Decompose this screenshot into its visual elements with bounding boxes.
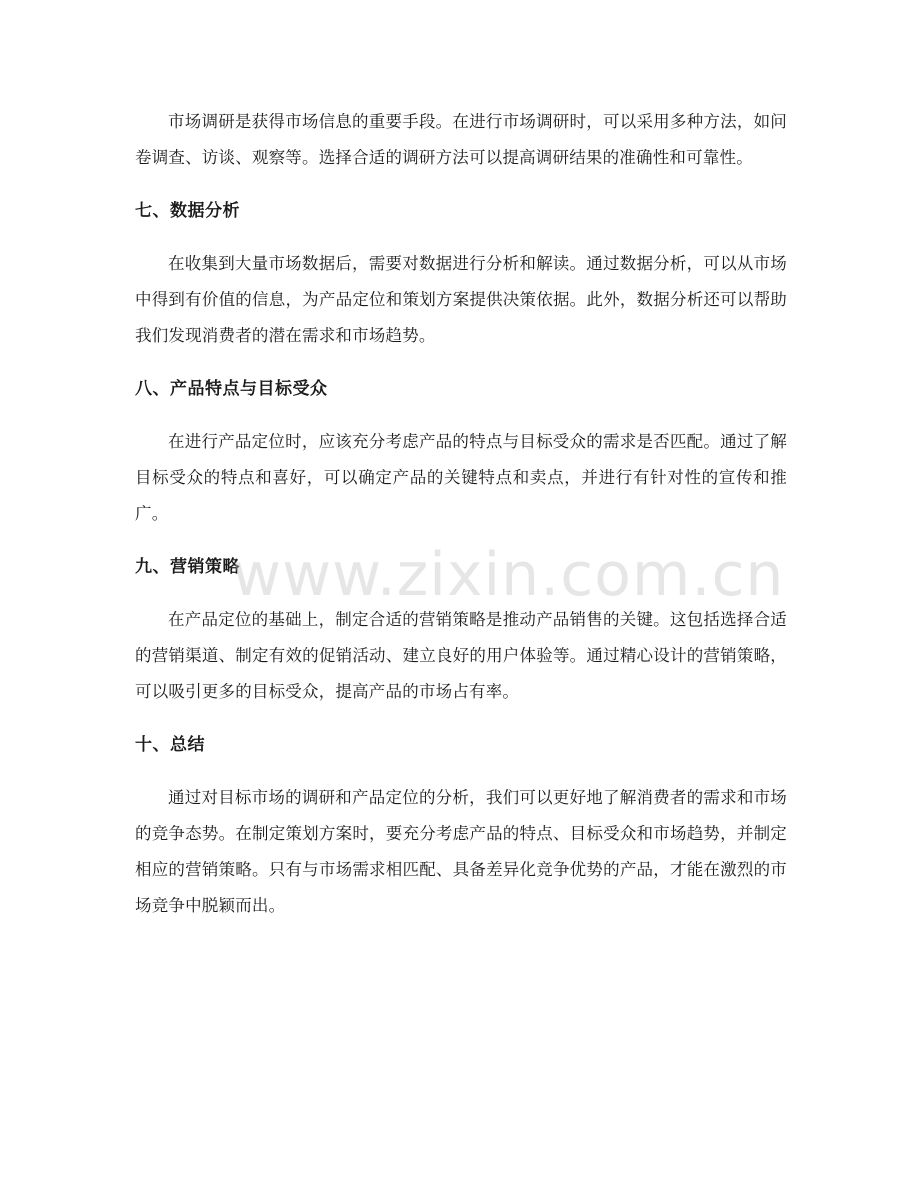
section-heading-data-analysis: 七、数据分析 xyxy=(135,201,240,221)
section-heading-summary: 十、总结 xyxy=(135,735,205,755)
section-paragraph-summary: 通过对目标市场的调研和产品定位的分析，我们可以更好地了解消费者的需求和市场的竞争态势。在制定策划方案时，要充分考虑产品的特点、目标受众和市场趋势，并制定相应的营销策略。只有与市场需求相匹配、具备差异化竞争优势的产品，才能在激烈的市场竞争中脱颖而出。 xyxy=(135,788,787,915)
document-body xyxy=(135,104,787,924)
intro-paragraph: 市场调研是获得市场信息的重要手段。在进行市场调研时，可以采用多种方法，如问卷调查、访谈、观察等。选择合适的调研方法可以提高调研结果的准确性和可靠性。 xyxy=(135,112,787,167)
section-paragraph-product-audience: 在进行产品定位时，应该充分考虑产品的特点与目标受众的需求是否匹配。通过了解目标受众的特点和喜好，可以确定产品的关键特点和卖点，并进行有针对性的宣传和推广。 xyxy=(135,432,787,523)
section-paragraph-data-analysis: 在收集到大量市场数据后，需要对数据进行分析和解读。通过数据分析，可以从市场中得到有价值的信息，为产品定位和策划方案提供决策依据。此外，数据分析还可以帮助我们发现消费者的潜在需求和市场趋势。 xyxy=(135,254,787,345)
section-heading-product-audience: 八、产品特点与目标受众 xyxy=(135,379,328,399)
section-heading-marketing-strategy: 九、营销策略 xyxy=(135,557,240,577)
section-paragraph-marketing-strategy: 在产品定位的基础上，制定合适的营销策略是推动产品销售的关键。这包括选择合适的营销渠道、制定有效的促销活动、建立良好的用户体验等。通过精心设计的营销策略，可以吸引更多的目标受众，提高产品的市场占有率。 xyxy=(135,610,787,701)
watermark-text: www.zixin.com.cn xyxy=(232,540,785,610)
